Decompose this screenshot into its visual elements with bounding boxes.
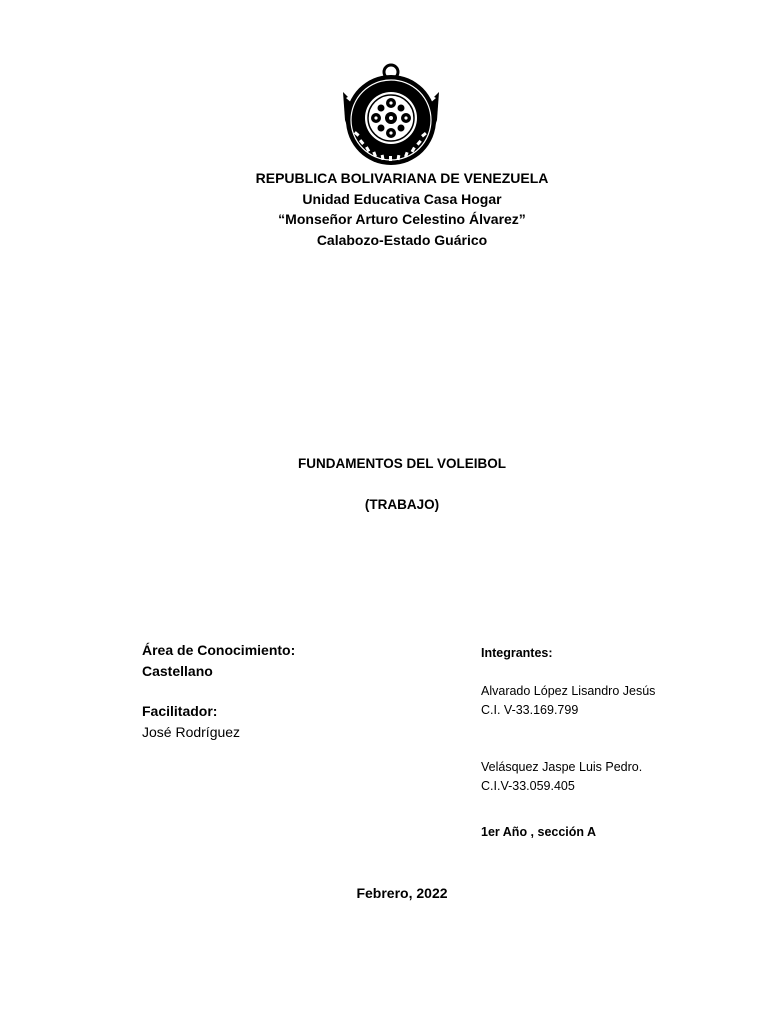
spacer	[481, 720, 655, 758]
spacer	[481, 796, 655, 823]
course-info	[142, 640, 295, 742]
member-name: Alvarado López Lisandro Jesús	[481, 684, 656, 698]
facilitator-value: José Rodríguez	[142, 723, 241, 740]
header-line-patron: “Monseñor Arturo Celestino Álvarez”	[278, 211, 526, 227]
header-line-location: Calabozo-Estado Guárico	[316, 231, 488, 248]
header-line-country: REPUBLICA BOLIVARIANA DE VENEZUELA	[255, 170, 549, 186]
document-title: FUNDAMENTOS DEL VOLEIBOL	[297, 456, 506, 471]
area-value: Castellano	[142, 662, 213, 679]
facilitator-label: Facilitador:	[142, 703, 218, 719]
school-seal-logo	[341, 60, 441, 172]
member-name: Velásquez Jaspe Luis Pedro.	[481, 760, 643, 774]
document-date: Febrero, 2022	[356, 885, 448, 901]
members-label: Integrantes:	[481, 646, 553, 660]
document-subtitle: (TRABAJO)	[364, 497, 440, 512]
spacer	[142, 681, 295, 701]
member-id: C.I. V-33.169.799	[481, 703, 579, 717]
spacer	[481, 663, 655, 682]
area-label: Área de Conocimiento:	[142, 642, 296, 658]
institution-header	[0, 168, 768, 250]
member-id: C.I.V-33.059.405	[481, 779, 575, 793]
header-line-school: Unidad Educativa Casa Hogar	[302, 190, 502, 207]
section-label: 1er Año , sección A	[481, 825, 597, 839]
members-info	[481, 644, 655, 842]
